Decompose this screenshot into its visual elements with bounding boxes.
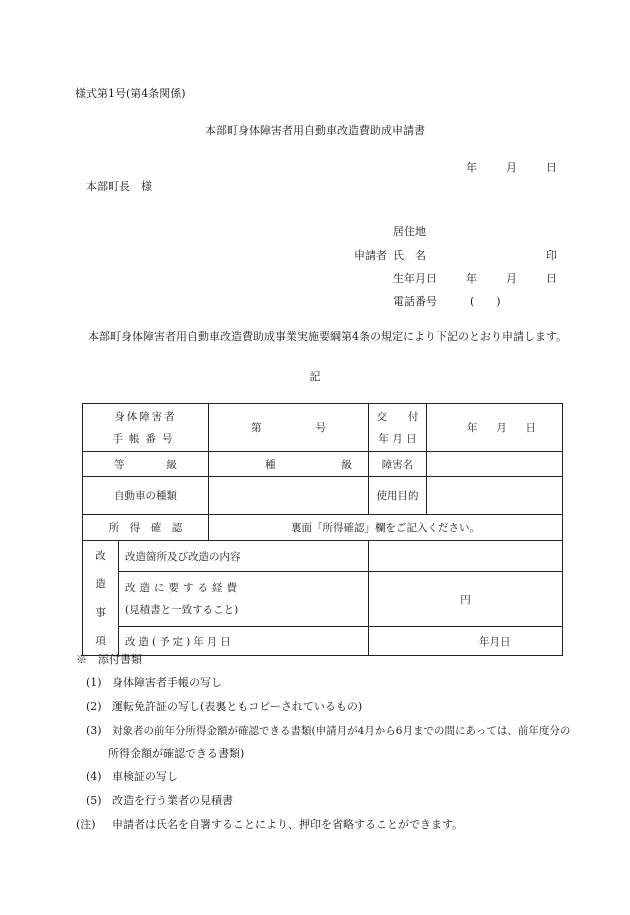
mod-day: 日 — [500, 635, 511, 648]
side-char-3: 事 — [95, 606, 106, 619]
mod-place-value[interactable] — [369, 541, 563, 572]
gou-text: 号 — [315, 422, 326, 434]
mod-date-label: 改造(予定)年月日 — [119, 627, 369, 656]
mod-cost-value[interactable] — [369, 572, 563, 627]
name-label: 氏 名 — [393, 249, 426, 262]
notebook-label-2: 手帳番号 — [112, 432, 179, 445]
income-note: 裏面「所得確認」欄をご記入ください。 — [209, 515, 563, 541]
attachment-no-5: (5) — [86, 794, 102, 807]
address-label: 居住地 — [393, 225, 426, 238]
issue-date-cell[interactable] — [427, 404, 563, 452]
yen-text: 円 — [460, 593, 471, 606]
seal-mark: 印 — [546, 249, 557, 262]
issue-month: 月 — [496, 422, 507, 434]
mod-year: 年 — [479, 635, 490, 648]
attachment-no-3: (3) — [86, 724, 102, 737]
attachment-text-3-cont: 所得金額が確認できる書類) — [108, 747, 245, 760]
note-label: (注) — [76, 818, 96, 831]
notebook-number-cell[interactable] — [209, 404, 369, 452]
dai-text: 第 — [251, 422, 262, 434]
purpose-value[interactable] — [427, 477, 563, 515]
side-char-2: 造 — [95, 578, 106, 591]
issue-label-2: 年 月 日 — [378, 432, 417, 445]
table-row — [83, 404, 563, 452]
purpose-label: 使用目的 — [369, 477, 427, 515]
income-label: 所 得 確 認 — [83, 515, 209, 541]
issue-label-cell — [369, 404, 427, 452]
birth-month: 月 — [506, 272, 517, 285]
phone-label: 電話番号 — [393, 295, 437, 308]
document-title: 本部町身体障害者用自動車改造費助成申請書 — [205, 124, 425, 137]
form-number: 様式第1号(第4条関係) — [75, 87, 186, 100]
date-month: 月 — [506, 161, 517, 174]
birth-year: 年 — [466, 272, 477, 285]
addressee: 本部町長 様 — [86, 180, 152, 193]
table-row — [83, 541, 563, 572]
mod-date-value[interactable] — [369, 627, 563, 656]
disability-label: 障害名 — [369, 452, 427, 477]
body-text: 本部町身体障害者用自動車改造費助成事業実施要綱第4条の規定により下記のとおり申請します。 — [88, 330, 568, 343]
issue-day: 日 — [525, 422, 536, 434]
type-text: 種 — [265, 458, 276, 471]
attachment-text-4: 車検証の写し — [112, 770, 178, 783]
notebook-label-cell — [83, 404, 209, 452]
application-table — [82, 403, 563, 656]
side-char-4: 項 — [95, 635, 106, 648]
notebook-label-1: 身体障害者 — [114, 410, 177, 423]
birth-day: 日 — [546, 272, 557, 285]
disability-value[interactable] — [427, 452, 563, 477]
note-text: 申請者は氏名を自署することにより、押印を省略することができます。 — [112, 818, 464, 831]
grade-label: 等 級 — [83, 452, 209, 477]
car-type-label: 自動車の種類 — [83, 477, 209, 515]
date-year: 年 — [466, 161, 477, 174]
table-row — [83, 452, 563, 477]
table-row — [83, 627, 563, 656]
mod-place-label: 改造箇所及び改造の内容 — [119, 541, 369, 572]
attachment-text-3: 対象者の前年分所得金額が確認できる書類(申請月が4月から6月までの間にあっては、前年度分の — [112, 725, 571, 737]
applicant-label: 申請者 — [354, 249, 387, 262]
attachment-text-5: 改造を行う業者の見積書 — [112, 794, 233, 807]
grade-value-cell[interactable] — [209, 452, 369, 477]
attachment-no-4: (4) — [86, 770, 102, 783]
table-row — [83, 572, 563, 627]
issue-year: 年 — [467, 422, 478, 434]
attachment-text-2: 運転免許証の写し(表裏ともコピーされているもの) — [112, 700, 363, 713]
attachment-no-2: (2) — [86, 700, 102, 713]
table-row — [83, 477, 563, 515]
kyuu-text: 級 — [341, 458, 352, 471]
car-type-value[interactable] — [209, 477, 369, 515]
table-row — [83, 515, 563, 541]
issue-label-1: 交 付 — [376, 410, 419, 423]
side-char-1: 改 — [95, 549, 106, 562]
mod-cost-label-cell — [119, 572, 369, 627]
mod-cost-label-2: (見積書と一致すること) — [125, 604, 239, 617]
attachment-text-1: 身体障害者手帳の写し — [112, 676, 222, 689]
modification-side-label — [83, 541, 119, 656]
attachments-heading: ※ 添付書類 — [76, 653, 142, 666]
ki-mark: 記 — [309, 370, 321, 383]
date-day: 日 — [546, 161, 557, 174]
birth-label: 生年月日 — [393, 272, 437, 285]
mod-cost-label-1: 改造に要する経費 — [125, 582, 241, 595]
mod-month: 月 — [489, 635, 500, 648]
attachment-no-1: (1) — [86, 676, 102, 689]
phone-paren: ( ) — [470, 295, 501, 308]
